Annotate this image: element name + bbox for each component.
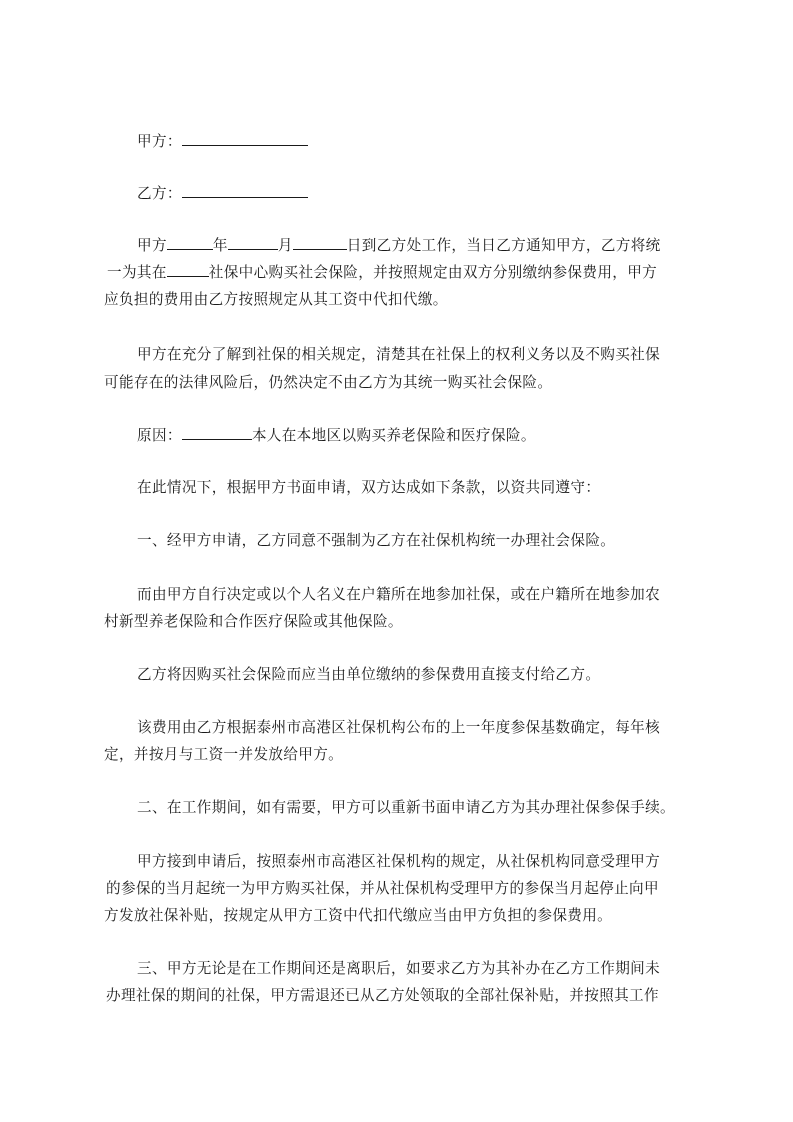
p1-l2-text-a: 一为其在 <box>107 264 167 281</box>
party-b-blank <box>182 183 308 198</box>
p1-line2 <box>104 262 715 283</box>
party-b-line <box>104 183 745 204</box>
year-blank <box>167 235 213 250</box>
p1-text-rest: 日到乙方处工作，当日乙方通知甲方，乙方将统 <box>346 237 661 254</box>
clause1-line: 一、经甲方申请，乙方同意不强制为乙方在社保机构统一办理社会保险。 <box>137 532 616 549</box>
clause3-line2: 办理社保的期间的社保，甲方需退还已从乙方处领取的全部社保补贴，并按照其工作 <box>106 987 659 1004</box>
p4-line: 在此情况下，根据甲方书面申请，双方达成如下条款，以资共同遵守： <box>137 479 601 496</box>
p8-line2: 定，并按月与工资一并发放给甲方。 <box>104 746 344 763</box>
p2-line2: 可能存在的法律风险后，仍然决定不由乙方为其统一购买社会保险。 <box>104 374 553 391</box>
month-blank <box>228 235 278 250</box>
party-a-line <box>104 131 745 152</box>
p1-year: 年 <box>212 237 228 254</box>
p1-line3: 应负担的费用由乙方按照规定从其工资中代扣代缴。 <box>104 291 448 308</box>
day-blank <box>293 235 347 250</box>
clause2-line: 二、在工作期间，如有需要，甲方可以重新书面申请乙方为其办理社保参保手续。 <box>137 799 675 816</box>
reason-text: 本人在本地区以购买养老保险和医疗保险。 <box>251 427 536 444</box>
p10-line3: 方发放社保补贴，按规定从甲方工资中代扣代缴应当由甲方负担的参保费用。 <box>104 907 613 924</box>
clause3-line1: 三、甲方无论是在工作期间还是离职后，如要求乙方为其补办在乙方工作期间未 <box>137 960 661 977</box>
reason-label: 原因： <box>137 427 182 444</box>
p7-line: 乙方将因购买社会保险而应当由单位缴纳的参保费用直接支付给乙方。 <box>137 666 601 683</box>
p1-month: 月 <box>277 237 293 254</box>
p6-line1: 而由甲方自行决定或以个人名义在户籍所在地参加社保，或在户籍所在地参加农 <box>137 586 661 603</box>
p3-line <box>104 425 745 446</box>
p1-text-a: 甲方 <box>137 237 167 254</box>
p10-line2: 的参保的当月起统一为甲方购买社保，并从社保机构受理甲方的参保当月起停止向甲 <box>106 880 659 897</box>
p6-line2: 村新型养老保险和合作医疗保险或其他保险。 <box>104 613 403 630</box>
party-a-blank <box>182 131 308 146</box>
p2-line1: 甲方在充分了解到社保的相关规定，清楚其在社保上的权利义务以及不购买社保 <box>137 346 661 363</box>
party-a-label: 甲方： <box>137 133 182 150</box>
p1-l2-text-rest: 社保中心购买社会保险，并按照规定由双方分别缴纳参保费用，甲方 <box>208 264 658 281</box>
p8-line1: 该费用由乙方根据泰州市高港区社保机构公布的上一年度参保基数确定，每年核 <box>137 719 661 736</box>
p10-line1: 甲方接到申请后，按照泰州市高港区社保机构的规定，从社保机构同意受理甲方 <box>137 853 661 870</box>
reason-blank <box>182 425 252 440</box>
center-blank <box>167 262 209 277</box>
party-b-label: 乙方： <box>137 185 182 202</box>
p1-line1 <box>104 235 745 256</box>
